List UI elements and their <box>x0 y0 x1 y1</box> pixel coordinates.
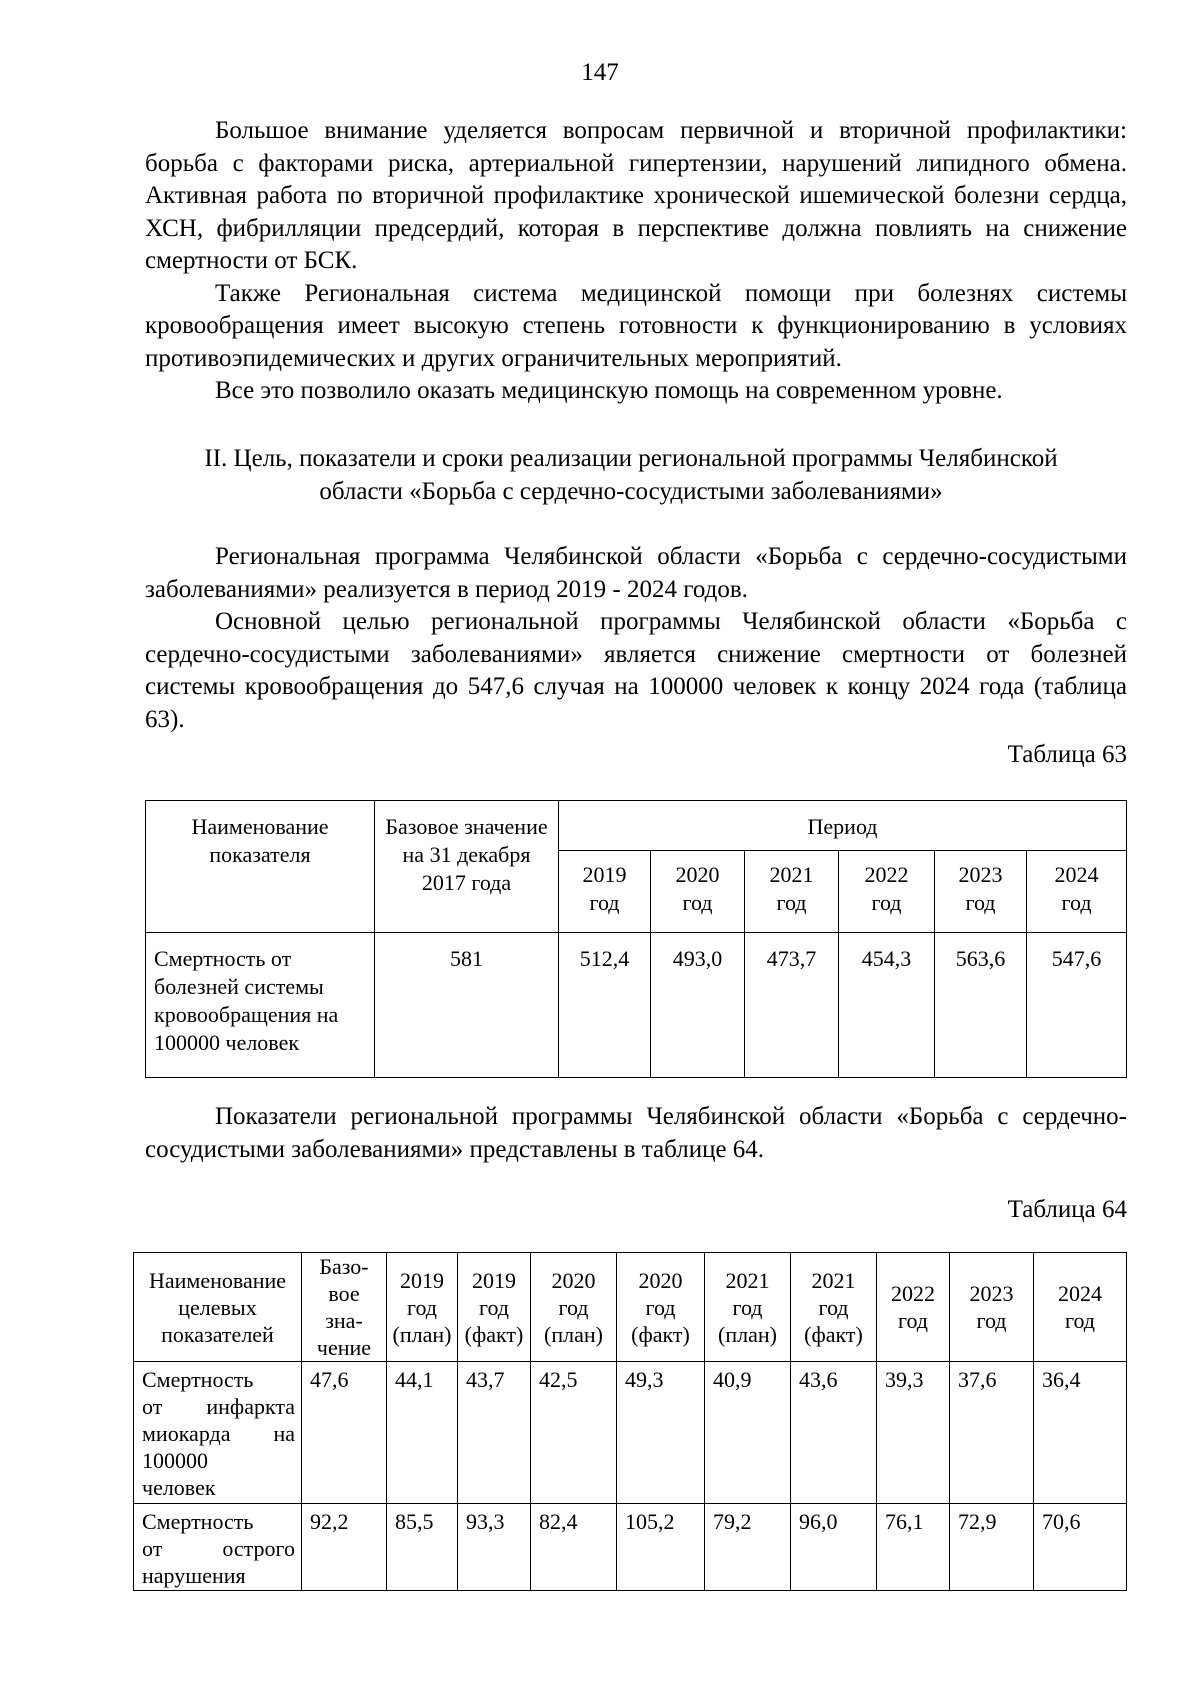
header-year: 2022 год <box>839 851 935 933</box>
header-year: 2021 год <box>745 851 839 933</box>
indicator-name-line: болезней системы <box>154 974 324 999</box>
value-cell: 473,7 <box>745 933 839 1078</box>
base-value: 581 <box>375 933 559 1078</box>
value-cell: 105,2 <box>617 1504 705 1591</box>
value-cell: 44,1 <box>387 1362 458 1504</box>
table-row <box>134 1362 1127 1504</box>
value-cell: 70,6 <box>1034 1504 1127 1591</box>
paragraph: Региональная программа Челябинской области «Борьба с сердечно-сосудистыми заболеваниями» реализуется в период 2019 - 2024 годов. <box>145 543 1127 603</box>
table-header-row <box>134 1253 1127 1362</box>
indicator-name-line: кровообращения на <box>154 1002 339 1027</box>
paragraph: Также Региональная система медицинской помощи при болезнях системы кровообращения имеет высокую степень готовности к функционированию в условиях противоэпидемических и других ограничительных мероприятий. <box>145 279 1127 372</box>
value-cell: 47,6 <box>302 1362 387 1504</box>
indicator-name-line: от острого <box>142 1536 295 1561</box>
value-cell: 547,6 <box>1027 933 1127 1078</box>
indicator-name-line: от инфаркта <box>142 1394 295 1419</box>
header-cell: Наименование целевых показателей <box>134 1253 302 1362</box>
paragraph: Основной целью региональной программы Челябинской области «Борьба с сердечно-сосудистыми заболеваниями» является снижение смертности от болезней системы кровообращения до 547,6 случая на 100000 человек к концу 2024 года (таблица 63). <box>145 608 1127 733</box>
indicator-name <box>134 1362 302 1504</box>
value-cell: 39,3 <box>877 1362 950 1504</box>
table-64-intro <box>145 1101 1127 1166</box>
table-row <box>146 933 1127 1078</box>
section-heading-line: области «Борьба с сердечно-сосудистыми заболеваниями» <box>319 477 943 505</box>
header-year: 2024 год <box>1027 851 1127 933</box>
paragraph: Показатели региональной программы Челябинской области «Борьба с сердечно-сосудистыми заболеваниями» представлены в таблице 64. <box>145 1103 1127 1163</box>
intro-text <box>145 115 1127 408</box>
header-year: 2019 год <box>559 851 651 933</box>
section-heading <box>135 443 1127 508</box>
value-cell: 36,4 <box>1034 1362 1127 1504</box>
value-cell: 563,6 <box>935 933 1027 1078</box>
table-64 <box>133 1252 1127 1591</box>
header-cell: 2022 год <box>877 1253 950 1362</box>
header-cell: 2020 год (план) <box>531 1253 617 1362</box>
header-base-value: Базовое значение на 31 декабря 2017 года <box>375 801 559 933</box>
value-cell: 454,3 <box>839 933 935 1078</box>
value-cell: 79,2 <box>705 1504 791 1591</box>
indicator-name <box>134 1504 302 1591</box>
header-period: Период <box>559 801 1127 851</box>
indicator-name-line: Смертность <box>142 1367 254 1392</box>
header-cell: 2024 год <box>1034 1253 1127 1362</box>
table-row <box>134 1504 1127 1591</box>
indicator-name-line: Смертность <box>142 1509 254 1534</box>
header-cell: 2019 год (факт) <box>458 1253 531 1362</box>
value-cell: 93,3 <box>458 1504 531 1591</box>
header-cell: 2021 год (факт) <box>791 1253 877 1362</box>
value-cell: 85,5 <box>387 1504 458 1591</box>
indicator-name-line: 100000 <box>142 1448 208 1473</box>
value-cell: 72,9 <box>950 1504 1034 1591</box>
indicator-name-line: миокарда на <box>142 1421 295 1446</box>
value-cell: 40,9 <box>705 1362 791 1504</box>
value-cell: 43,6 <box>791 1362 877 1504</box>
table-63 <box>145 800 1127 1078</box>
paragraph: Все это позволило оказать медицинскую помощь на современном уровне. <box>215 377 1003 404</box>
header-cell: 2023 год <box>950 1253 1034 1362</box>
paragraph: Большое внимание уделяется вопросам первичной и вторичной профилактики: борьба с факторами риска, артериальной гипертензии, нарушений липидного обмена. Активная работа по вторичной профилактике хронической ишемической болезни сердца, ХСН, фибрилляции предсердий, которая в перспективе должна повлиять на снижение смертности от БСК. <box>145 117 1127 274</box>
indicator-name-line: Смертность от <box>154 946 292 971</box>
value-cell: 42,5 <box>531 1362 617 1504</box>
header-year: 2020 год <box>651 851 745 933</box>
indicator-name <box>146 933 375 1078</box>
value-cell: 493,0 <box>651 933 745 1078</box>
section-heading-line: II. Цель, показатели и сроки реализации региональной программы Челябинской <box>204 445 1058 472</box>
table-64-caption: Таблица 64 <box>1007 1196 1127 1223</box>
value-cell: 76,1 <box>877 1504 950 1591</box>
value-cell: 37,6 <box>950 1362 1034 1504</box>
header-year: 2023 год <box>935 851 1027 933</box>
value-cell: 92,2 <box>302 1504 387 1591</box>
value-cell: 49,3 <box>617 1362 705 1504</box>
program-text <box>145 541 1127 736</box>
table-63-caption: Таблица 63 <box>1007 741 1127 768</box>
header-indicator-name: Наименование показателя <box>146 801 375 933</box>
header-cell: Базо-вое зна-чение <box>302 1253 387 1362</box>
indicator-name-line: нарушения <box>142 1563 246 1588</box>
value-cell: 43,7 <box>458 1362 531 1504</box>
indicator-name-line: 100000 человек <box>154 1030 300 1055</box>
indicator-name-line: человек <box>142 1475 216 1500</box>
page-number: 147 <box>581 59 619 86</box>
value-cell: 82,4 <box>531 1504 617 1591</box>
value-cell: 96,0 <box>791 1504 877 1591</box>
header-cell: 2021 год (план) <box>705 1253 791 1362</box>
value-cell: 512,4 <box>559 933 651 1078</box>
header-cell: 2019 год (план) <box>387 1253 458 1362</box>
header-cell: 2020 год (факт) <box>617 1253 705 1362</box>
